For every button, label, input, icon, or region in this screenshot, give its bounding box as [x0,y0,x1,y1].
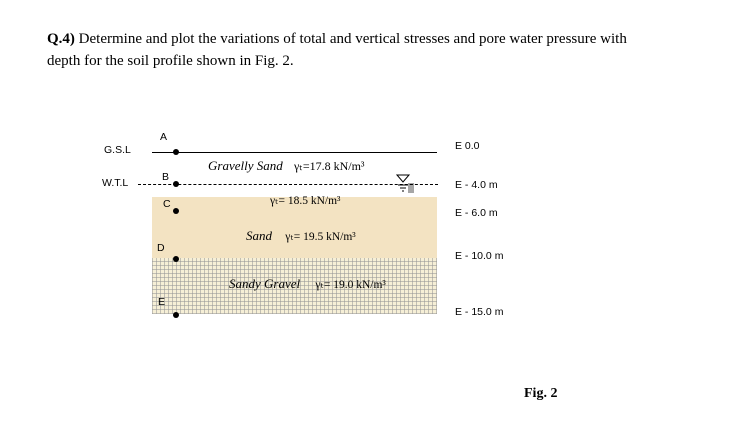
question-number: Q.4) [47,31,75,47]
gsl-label: G.S.L [104,144,131,156]
question-line2: depth for the soil profile shown in Fig. 2. [47,53,294,69]
wtl-label: W.T.L [102,177,129,189]
point-label-d: D [157,242,165,254]
sand-unit-weight: γₜ= 19.5 kN/m³ [285,231,356,243]
point-c-marker [173,208,179,214]
water-table-symbol-icon [396,173,414,195]
gravelly-sand-label [208,158,365,174]
point-label-e: E [158,296,166,308]
gravelly-sand-unit-weight-2: γₜ= 18.5 kN/m³ [270,195,341,207]
point-a-marker [173,149,179,155]
point-b-marker [173,181,179,187]
point-label-b: B [162,171,170,183]
sandy-gravel-unit-weight: γₜ= 19.0 kN/m³ [315,279,386,291]
point-label-c: C [163,198,171,210]
elevation-label-a: E 0.0 [455,140,480,152]
sand-name: Sand [246,228,272,243]
figure-label: Fig. 2 [524,386,558,401]
gravelly-sand-unit-weight-1: γₜ=17.8 kN/m³ [293,159,365,173]
question-text [47,28,707,72]
elevation-label-d: E - 10.0 m [455,250,504,262]
ground-surface-line [152,152,437,153]
gravelly-sand-name: Gravelly Sand [208,158,283,173]
sandy-gravel-name: Sandy Gravel [229,276,301,291]
question-line1: Determine and plot the variations of total and vertical stresses and pore water pressure with [78,31,627,47]
water-table-line [138,184,438,185]
point-d-marker [173,256,179,262]
point-e-marker [173,312,179,318]
elevation-label-c: E - 6.0 m [455,207,498,219]
elevation-label-b: E - 4.0 m [455,179,498,191]
sand-label [246,228,356,244]
elevation-label-e: E - 15.0 m [455,306,504,318]
point-label-a: A [160,131,168,143]
sandy-gravel-label [229,276,386,292]
